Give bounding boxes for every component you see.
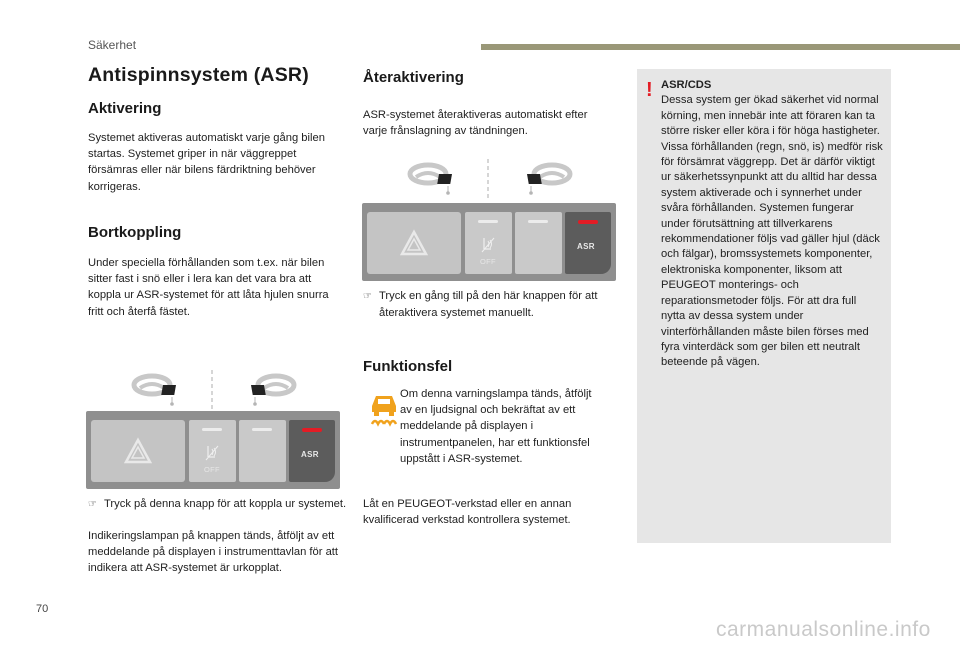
deactivation-bullet	[88, 496, 356, 513]
arrow-right-icon: ☞	[88, 499, 97, 510]
hazard-button[interactable]	[91, 420, 185, 482]
heading-deactivation: Bortkoppling	[88, 224, 182, 241]
button-panel	[362, 203, 616, 281]
asr-button[interactable]	[289, 420, 335, 482]
warning-note	[661, 78, 883, 371]
heading-activation: Aktivering	[88, 100, 162, 117]
blank-button[interactable]	[239, 420, 286, 482]
asr-label: ASR	[301, 450, 319, 459]
asr-indicator-led	[302, 428, 322, 432]
activation-text: Systemet aktiveras automatiskt varje gång bilen startas. Systemet griper in när väggreppet försämras eller när bilens färdriktning behöver korrigeras.	[88, 132, 325, 193]
parking-sensor-icon	[481, 237, 495, 253]
parking-sensor-off-button[interactable]	[465, 212, 512, 274]
arrow-right-icon: ☞	[363, 291, 372, 302]
page-number: 70	[36, 603, 49, 615]
heading-malfunction: Funktionsfel	[363, 358, 453, 375]
asr-button[interactable]	[565, 212, 611, 274]
header-rule	[481, 44, 960, 50]
asr-label: ASR	[577, 242, 595, 251]
watermark: carmanualsonline.info	[716, 618, 931, 641]
page-title: Antispinnsystem (ASR)	[88, 64, 309, 86]
reactivation-bullet-text: Tryck en gång till på den här knappen för att återaktivera systemet manuellt.	[379, 290, 598, 320]
warning-text: Dessa system ger ökad säkerhet vid normal körning, men innebär inte att föraren kan ta större risker eller köra i för höga hastigheter. Vissa förhållanden (regn, snö, is) medför risk för försämrat väggrepp. Det är därför viktigt ur säkerhetssynpunkt att du alltid har dessa system aktiverade och i synnerhet under svåra förhållanden. Systemen fungerar under förutsättning att tillverkarens rekommendationer följs vad gäller hjul (däck och fälgar), bromssystemets komponenter, elektroniska komponenter, liksom att PEUGEOT monterings- och reparationsmetoder följs. För att dra full nytta av dessa system under vinterförhållanden måste bilen förses med fyra vinterdäck som ger bilen ett neutralt beteende på vägen.	[661, 94, 883, 369]
warning-heading: ASR/CDS	[661, 79, 712, 91]
malfunction-text: Om denna varningslampa tänds, åtföljt av en ljudsignal och bekräftat av ett meddelande på displayen i instrumentpanelen, har ett funktionsfel uppstått i ASR-systemet.	[400, 388, 592, 465]
deactivation-after-text: Indikeringslampan på knappen tänds, åtföljt av ett meddelande på displayen i instrumenttavlan för att indikera att ASR-systemet är urkopplat.	[88, 530, 339, 575]
parking-sensor-icon	[205, 445, 219, 461]
reactivation-bullet	[363, 288, 631, 321]
heading-reactivation: Återaktivering	[363, 69, 464, 86]
button-panel	[86, 411, 340, 489]
asr-indicator-led	[578, 220, 598, 224]
hazard-triangle-icon	[367, 212, 461, 274]
parking-sensor-off-button[interactable]	[189, 420, 236, 482]
blank-button[interactable]	[515, 212, 562, 274]
deactivation-bullet-text: Tryck på denna knapp för att koppla ur systemet.	[104, 498, 347, 510]
warning-exclamation-icon: !	[646, 79, 653, 101]
skid-warning-icon	[366, 392, 402, 428]
section-header: Säkerhet	[88, 38, 137, 52]
steering-wheels-illustration	[406, 157, 576, 201]
steering-wheels-illustration	[130, 368, 300, 412]
malfunction-after-text: Låt en PEUGEOT-verkstad eller en annan kvalificerad verkstad kontrollera systemet.	[363, 498, 572, 527]
deactivation-text: Under speciella förhållanden som t.ex. när bilen sitter fast i snö eller i lera kan det vara bra att koppla ur ASR-systemet för att låta hjulen snurra fritt och återfå fästet.	[88, 257, 329, 318]
hazard-button[interactable]	[367, 212, 461, 274]
off-label: OFF	[480, 257, 496, 266]
off-label: OFF	[204, 465, 220, 474]
hazard-triangle-icon	[91, 420, 185, 482]
reactivation-text: ASR-systemet återaktiveras automatiskt efter varje frånslagning av tändningen.	[363, 109, 588, 138]
